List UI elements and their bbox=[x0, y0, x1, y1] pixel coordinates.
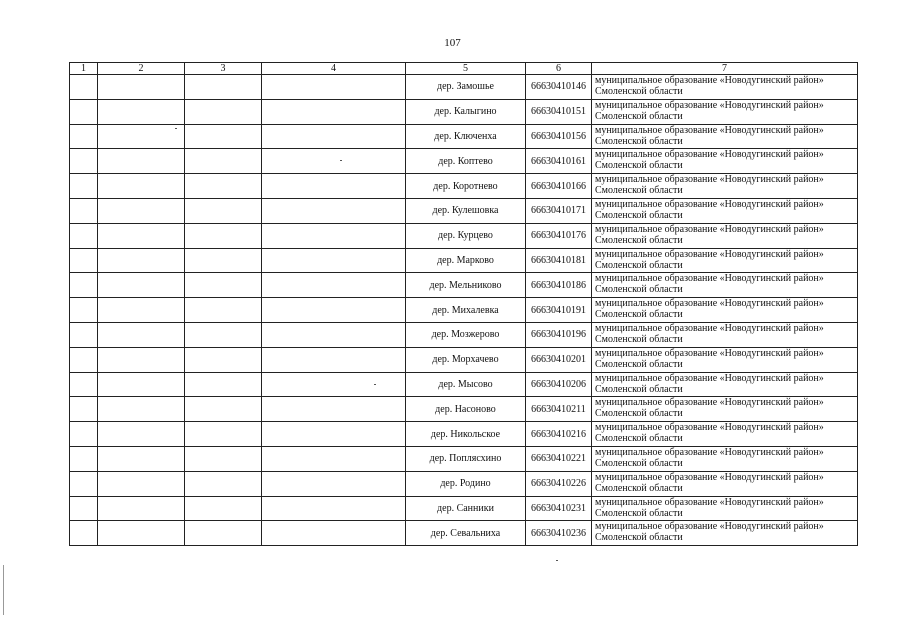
empty-cell bbox=[262, 372, 406, 397]
empty-cell bbox=[185, 521, 262, 546]
municipality-line-1: муниципальное образование «Новодугинский район» bbox=[595, 223, 824, 235]
empty-cell bbox=[185, 149, 262, 174]
table-row bbox=[70, 446, 858, 471]
table-row bbox=[70, 223, 858, 248]
municipality-line-2: Смоленской области bbox=[595, 383, 683, 395]
settlement-name: дер. Кулешовка bbox=[406, 198, 526, 223]
empty-cell bbox=[262, 124, 406, 149]
empty-cell bbox=[98, 223, 185, 248]
table-row bbox=[70, 322, 858, 347]
settlement-name: дер. Мельниково bbox=[406, 273, 526, 298]
oktmo-code: 66630410201 bbox=[526, 347, 592, 372]
header-col-1: 1 bbox=[70, 63, 98, 75]
municipality-cell bbox=[592, 446, 858, 471]
oktmo-code: 66630410216 bbox=[526, 422, 592, 447]
municipality-line-1: муниципальное образование «Новодугинский район» bbox=[595, 75, 824, 86]
empty-cell bbox=[262, 422, 406, 447]
table-row bbox=[70, 174, 858, 199]
settlement-name: дер. Михалевка bbox=[406, 298, 526, 323]
empty-cell bbox=[262, 174, 406, 199]
table-row bbox=[70, 422, 858, 447]
empty-cell bbox=[262, 446, 406, 471]
oktmo-code: 66630410151 bbox=[526, 99, 592, 124]
municipality-line-2: Смоленской области bbox=[595, 86, 683, 97]
municipality-cell bbox=[592, 99, 858, 124]
municipality-cell bbox=[592, 298, 858, 323]
municipality-cell bbox=[592, 273, 858, 298]
oktmo-code: 66630410166 bbox=[526, 174, 592, 199]
municipality-line-1: муниципальное образование «Новодугинский район» bbox=[595, 347, 824, 359]
empty-cell bbox=[70, 446, 98, 471]
settlement-name: дер. Поплясхино bbox=[406, 446, 526, 471]
municipality-line-1: муниципальное образование «Новодугинский район» bbox=[595, 298, 824, 310]
empty-cell bbox=[262, 223, 406, 248]
municipality-cell bbox=[592, 75, 858, 100]
header-col-2: 2 bbox=[98, 63, 185, 75]
municipality-cell bbox=[592, 521, 858, 546]
municipality-line-1: муниципальное образование «Новодугинский район» bbox=[595, 248, 824, 260]
settlement-name: дер. Морхачево bbox=[406, 347, 526, 372]
municipality-line-2: Смоленской области bbox=[595, 110, 683, 122]
empty-cell bbox=[262, 322, 406, 347]
oktmo-code: 66630410196 bbox=[526, 322, 592, 347]
empty-cell bbox=[98, 273, 185, 298]
empty-cell bbox=[70, 99, 98, 124]
municipality-line-1: муниципальное образование «Новодугинский район» bbox=[595, 124, 824, 136]
settlement-name: дер. Санники bbox=[406, 496, 526, 521]
header-col-5: 5 bbox=[406, 63, 526, 75]
settlement-name: дер. Коротнево bbox=[406, 174, 526, 199]
municipality-line-2: Смоленской области bbox=[595, 507, 683, 519]
oktmo-code: 66630410186 bbox=[526, 273, 592, 298]
empty-cell bbox=[98, 422, 185, 447]
municipality-cell bbox=[592, 496, 858, 521]
oktmo-code: 66630410181 bbox=[526, 248, 592, 273]
empty-cell bbox=[262, 75, 406, 100]
municipality-cell bbox=[592, 397, 858, 422]
municipality-cell bbox=[592, 422, 858, 447]
empty-cell bbox=[262, 99, 406, 124]
settlement-registry-table bbox=[69, 62, 858, 546]
header-col-7: 7 bbox=[592, 63, 858, 75]
table-row bbox=[70, 273, 858, 298]
table-row bbox=[70, 372, 858, 397]
municipality-line-2: Смоленской области bbox=[595, 234, 683, 246]
municipality-line-2: Смоленской области bbox=[595, 433, 683, 445]
table-row bbox=[70, 248, 858, 273]
municipality-line-1: муниципальное образование «Новодугинский район» bbox=[595, 372, 824, 384]
settlement-name: дер. Насоново bbox=[406, 397, 526, 422]
municipality-line-1: муниципальное образование «Новодугинский район» bbox=[595, 174, 824, 186]
empty-cell bbox=[262, 397, 406, 422]
table-row bbox=[70, 198, 858, 223]
oktmo-code: 66630410236 bbox=[526, 521, 592, 546]
empty-cell bbox=[98, 372, 185, 397]
oktmo-code: 66630410226 bbox=[526, 471, 592, 496]
empty-cell bbox=[262, 273, 406, 298]
municipality-line-1: муниципальное образование «Новодугинский район» bbox=[595, 397, 824, 409]
empty-cell bbox=[70, 198, 98, 223]
empty-cell bbox=[185, 347, 262, 372]
header-col-6: 6 bbox=[526, 63, 592, 75]
empty-cell bbox=[98, 521, 185, 546]
empty-cell bbox=[70, 496, 98, 521]
empty-cell bbox=[185, 446, 262, 471]
table-row bbox=[70, 347, 858, 372]
oktmo-code: 66630410176 bbox=[526, 223, 592, 248]
municipality-line-1: муниципальное образование «Новодугинский район» bbox=[595, 99, 824, 111]
oktmo-code: 66630410171 bbox=[526, 198, 592, 223]
empty-cell bbox=[185, 99, 262, 124]
header-col-3: 3 bbox=[185, 63, 262, 75]
empty-cell bbox=[98, 124, 185, 149]
oktmo-code: 66630410146 bbox=[526, 75, 592, 100]
municipality-line-1: муниципальное образование «Новодугинский район» bbox=[595, 322, 824, 334]
empty-cell bbox=[185, 372, 262, 397]
oktmo-code: 66630410206 bbox=[526, 372, 592, 397]
table-row bbox=[70, 521, 858, 546]
empty-cell bbox=[70, 521, 98, 546]
municipality-cell bbox=[592, 124, 858, 149]
municipality-line-2: Смоленской области bbox=[595, 333, 683, 345]
settlement-name: дер. Никольское bbox=[406, 422, 526, 447]
empty-cell bbox=[185, 223, 262, 248]
municipality-line-1: муниципальное образование «Новодугинский район» bbox=[595, 273, 824, 285]
settlement-name: дер. Курцево bbox=[406, 223, 526, 248]
empty-cell bbox=[98, 496, 185, 521]
empty-cell bbox=[185, 298, 262, 323]
municipality-cell bbox=[592, 372, 858, 397]
settlement-name: дер. Замошье bbox=[406, 75, 526, 100]
municipality-cell bbox=[592, 322, 858, 347]
empty-cell bbox=[70, 149, 98, 174]
municipality-line-2: Смоленской области bbox=[595, 209, 683, 221]
empty-cell bbox=[70, 223, 98, 248]
scan-speck bbox=[374, 384, 376, 385]
oktmo-code: 66630410231 bbox=[526, 496, 592, 521]
empty-cell bbox=[185, 496, 262, 521]
empty-cell bbox=[70, 75, 98, 100]
empty-cell bbox=[185, 248, 262, 273]
table-row bbox=[70, 124, 858, 149]
municipality-line-2: Смоленской области bbox=[595, 135, 683, 147]
scan-speck bbox=[175, 128, 177, 129]
empty-cell bbox=[98, 446, 185, 471]
table-row bbox=[70, 298, 858, 323]
empty-cell bbox=[70, 397, 98, 422]
empty-cell bbox=[98, 322, 185, 347]
oktmo-code: 66630410161 bbox=[526, 149, 592, 174]
empty-cell bbox=[98, 174, 185, 199]
empty-cell bbox=[98, 298, 185, 323]
empty-cell bbox=[185, 198, 262, 223]
empty-cell bbox=[262, 149, 406, 174]
oktmo-code: 66630410191 bbox=[526, 298, 592, 323]
empty-cell bbox=[185, 422, 262, 447]
municipality-cell bbox=[592, 223, 858, 248]
municipality-line-2: Смоленской области bbox=[595, 482, 683, 494]
municipality-cell bbox=[592, 149, 858, 174]
municipality-line-1: муниципальное образование «Новодугинский район» bbox=[595, 471, 824, 483]
settlement-name: дер. Коптево bbox=[406, 149, 526, 174]
empty-cell bbox=[262, 521, 406, 546]
oktmo-code: 66630410211 bbox=[526, 397, 592, 422]
empty-cell bbox=[70, 471, 98, 496]
municipality-line-2: Смоленской области bbox=[595, 309, 683, 321]
empty-cell bbox=[262, 347, 406, 372]
header-row bbox=[70, 63, 858, 75]
municipality-line-1: муниципальное образование «Новодугинский район» bbox=[595, 446, 824, 458]
settlement-name: дер. Мысово bbox=[406, 372, 526, 397]
header-col-4: 4 bbox=[262, 63, 406, 75]
municipality-line-2: Смоленской области bbox=[595, 259, 683, 271]
empty-cell bbox=[262, 471, 406, 496]
municipality-line-1: муниципальное образование «Новодугинский район» bbox=[595, 198, 824, 210]
empty-cell bbox=[98, 149, 185, 174]
empty-cell bbox=[70, 273, 98, 298]
municipality-line-1: муниципальное образование «Новодугинский район» bbox=[595, 149, 824, 161]
empty-cell bbox=[98, 471, 185, 496]
table-row bbox=[70, 99, 858, 124]
empty-cell bbox=[185, 397, 262, 422]
scan-margin-mark bbox=[3, 565, 4, 615]
empty-cell bbox=[185, 471, 262, 496]
table-row bbox=[70, 496, 858, 521]
municipality-line-2: Смоленской области bbox=[595, 457, 683, 469]
table-row bbox=[70, 75, 858, 100]
empty-cell bbox=[70, 372, 98, 397]
empty-cell bbox=[185, 174, 262, 199]
settlement-name: дер. Родино bbox=[406, 471, 526, 496]
municipality-cell bbox=[592, 471, 858, 496]
empty-cell bbox=[98, 397, 185, 422]
settlement-name: дер. Мозжерово bbox=[406, 322, 526, 347]
scan-speck bbox=[340, 160, 342, 161]
municipality-line-2: Смоленской области bbox=[595, 284, 683, 296]
empty-cell bbox=[70, 298, 98, 323]
municipality-line-2: Смоленской области bbox=[595, 408, 683, 420]
empty-cell bbox=[185, 273, 262, 298]
empty-cell bbox=[262, 248, 406, 273]
municipality-cell bbox=[592, 248, 858, 273]
empty-cell bbox=[70, 322, 98, 347]
municipality-cell bbox=[592, 198, 858, 223]
municipality-line-1: муниципальное образование «Новодугинский район» bbox=[595, 521, 824, 533]
empty-cell bbox=[185, 322, 262, 347]
municipality-line-2: Смоленской области bbox=[595, 532, 683, 544]
table-row bbox=[70, 149, 858, 174]
empty-cell bbox=[70, 422, 98, 447]
empty-cell bbox=[98, 198, 185, 223]
page-number: 107 bbox=[444, 37, 461, 49]
empty-cell bbox=[70, 124, 98, 149]
municipality-line-1: муниципальное образование «Новодугинский район» bbox=[595, 422, 824, 434]
oktmo-code: 66630410221 bbox=[526, 446, 592, 471]
settlement-name: дер. Севальниха bbox=[406, 521, 526, 546]
empty-cell bbox=[70, 347, 98, 372]
empty-cell bbox=[185, 124, 262, 149]
empty-cell bbox=[262, 298, 406, 323]
table-row bbox=[70, 397, 858, 422]
settlement-name: дер. Марково bbox=[406, 248, 526, 273]
municipality-line-2: Смоленской области bbox=[595, 185, 683, 197]
municipality-line-2: Смоленской области bbox=[595, 160, 683, 172]
municipality-cell bbox=[592, 347, 858, 372]
municipality-cell bbox=[592, 174, 858, 199]
municipality-line-1: муниципальное образование «Новодугинский район» bbox=[595, 496, 824, 508]
empty-cell bbox=[185, 75, 262, 100]
empty-cell bbox=[98, 75, 185, 100]
settlement-name: дер. Калыгино bbox=[406, 99, 526, 124]
empty-cell bbox=[70, 248, 98, 273]
table-row bbox=[70, 471, 858, 496]
empty-cell bbox=[262, 496, 406, 521]
empty-cell bbox=[70, 174, 98, 199]
oktmo-code: 66630410156 bbox=[526, 124, 592, 149]
empty-cell bbox=[262, 198, 406, 223]
municipality-line-2: Смоленской области bbox=[595, 358, 683, 370]
empty-cell bbox=[98, 347, 185, 372]
settlement-name: дер. Ключенха bbox=[406, 124, 526, 149]
empty-cell bbox=[98, 248, 185, 273]
empty-cell bbox=[98, 99, 185, 124]
scan-speck bbox=[556, 560, 558, 561]
